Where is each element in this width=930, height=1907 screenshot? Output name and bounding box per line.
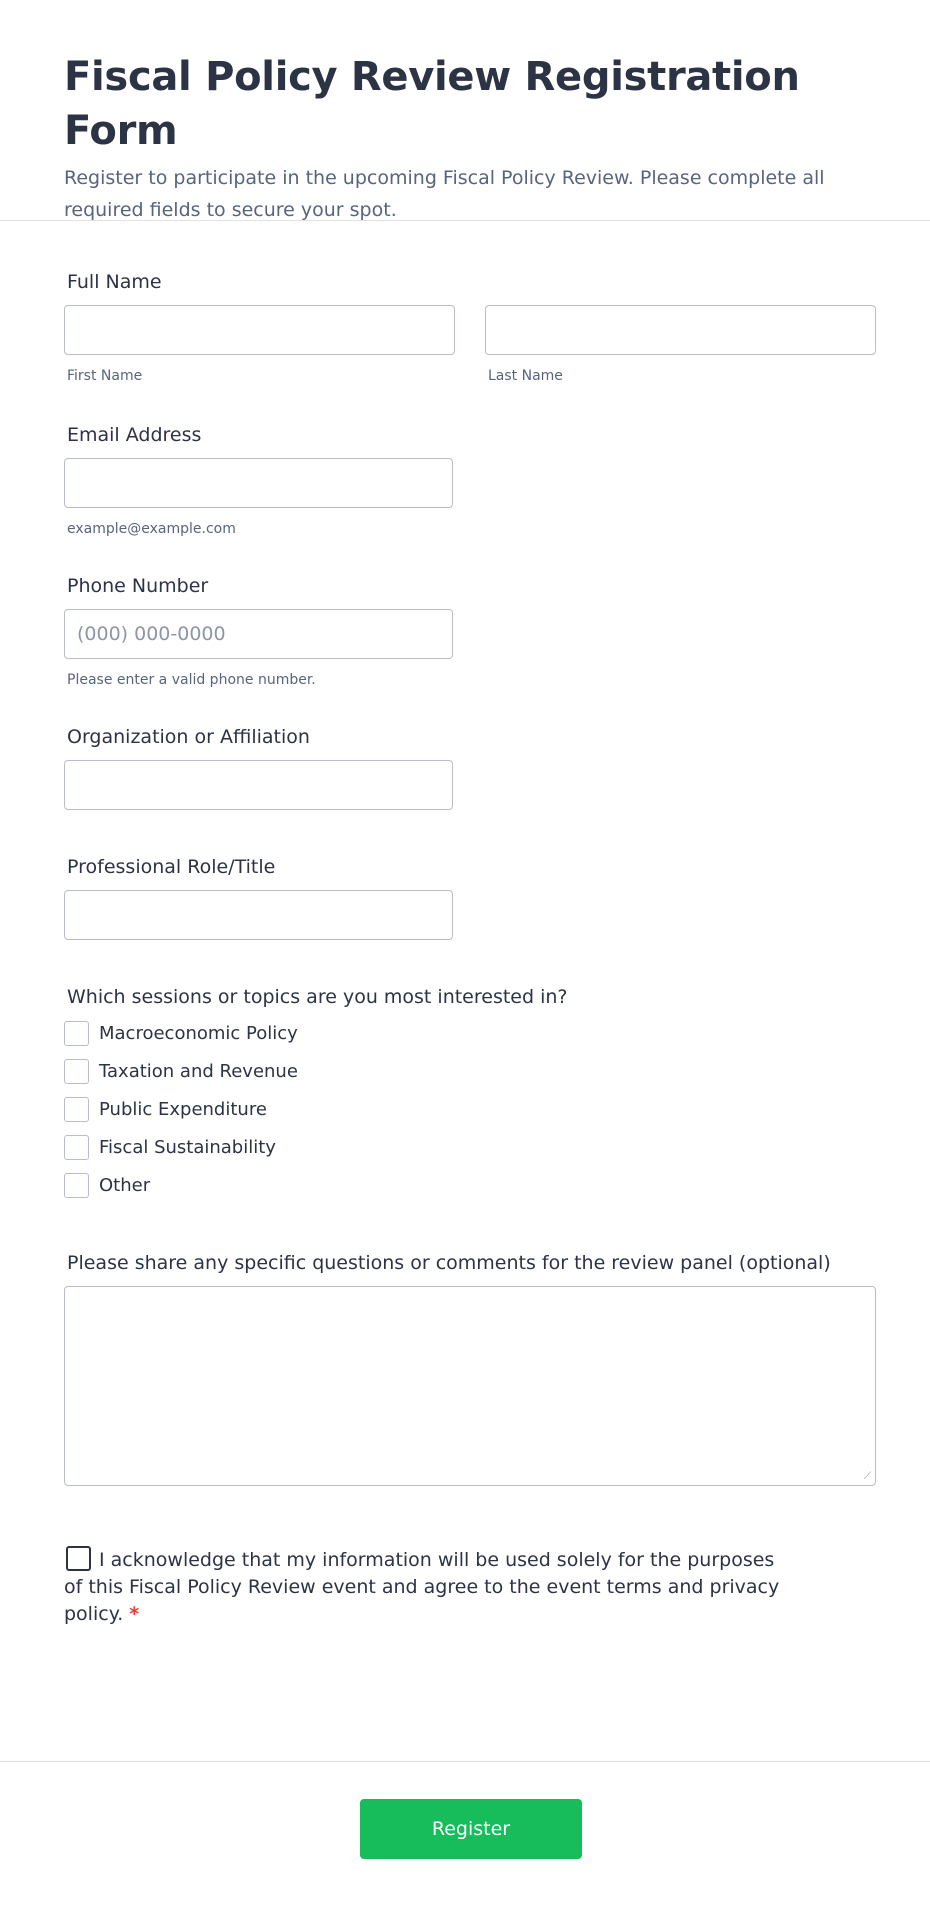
acknowledgement-text xyxy=(64,1546,784,1628)
session-option-macroeconomic[interactable] xyxy=(64,1014,866,1052)
organization-label: Organization or Affiliation xyxy=(67,726,310,748)
first-name-sublabel: First Name xyxy=(67,368,143,384)
checkbox[interactable] xyxy=(64,1173,89,1198)
option-label: Macroeconomic Policy xyxy=(99,1022,298,1044)
organization-field xyxy=(64,726,866,810)
checkbox[interactable] xyxy=(64,1097,89,1122)
form-description: Register to participate in the upcoming Fiscal Policy Review. Please complete all required fields to secure your spot. xyxy=(64,167,825,221)
full-name-label: Full Name xyxy=(67,271,162,293)
register-button[interactable]: Register xyxy=(360,1799,582,1859)
comments-label: Please share any specific questions or comments for the review panel (optional) xyxy=(67,1252,831,1274)
acknowledgement-field xyxy=(64,1546,866,1628)
form-header xyxy=(0,0,930,221)
organization-input[interactable] xyxy=(64,760,453,810)
role-input[interactable] xyxy=(64,890,453,940)
full-name-field xyxy=(64,271,866,386)
option-label: Public Expenditure xyxy=(99,1098,267,1120)
phone-field xyxy=(64,575,866,688)
option-label: Fiscal Sustainability xyxy=(99,1136,276,1158)
sessions-field xyxy=(64,986,866,1204)
email-field xyxy=(64,424,866,537)
acknowledgement-checkbox[interactable] xyxy=(66,1546,91,1571)
acknowledgement-label: I acknowledge that my information will be used solely for the purposes of this Fiscal Policy Review event and agree to the event terms and privacy policy. xyxy=(64,1549,780,1625)
phone-sublabel: Please enter a valid phone number. xyxy=(67,672,316,688)
checkbox[interactable] xyxy=(64,1059,89,1084)
email-input[interactable] xyxy=(64,458,453,508)
session-option-other[interactable] xyxy=(64,1166,866,1204)
resize-handle-icon[interactable]: ⟋ xyxy=(864,1471,871,1482)
comments-textarea[interactable] xyxy=(64,1286,876,1486)
page-title: Fiscal Policy Review Registration Form xyxy=(64,54,800,154)
registration-form xyxy=(0,271,930,1628)
last-name-input[interactable] xyxy=(485,305,876,355)
checkbox[interactable] xyxy=(64,1135,89,1160)
required-asterisk: * xyxy=(129,1603,140,1625)
role-label: Professional Role/Title xyxy=(67,856,276,878)
first-name-input[interactable] xyxy=(64,305,455,355)
last-name-sublabel: Last Name xyxy=(488,368,563,384)
phone-input[interactable]: (000) 000-0000 xyxy=(64,609,453,659)
email-sublabel: example@example.com xyxy=(67,521,236,537)
sessions-options xyxy=(64,1014,866,1204)
email-label: Email Address xyxy=(67,424,202,446)
phone-label: Phone Number xyxy=(67,575,209,597)
session-option-fiscal-sustainability[interactable] xyxy=(64,1128,866,1166)
form-footer xyxy=(0,1761,930,1907)
role-field xyxy=(64,856,866,940)
checkbox[interactable] xyxy=(64,1021,89,1046)
session-option-public-expenditure[interactable] xyxy=(64,1090,866,1128)
session-option-taxation[interactable] xyxy=(64,1052,866,1090)
option-label: Taxation and Revenue xyxy=(99,1060,298,1082)
sessions-label: Which sessions or topics are you most interested in? xyxy=(67,986,568,1008)
comments-field xyxy=(64,1252,871,1486)
option-label: Other xyxy=(99,1174,151,1196)
